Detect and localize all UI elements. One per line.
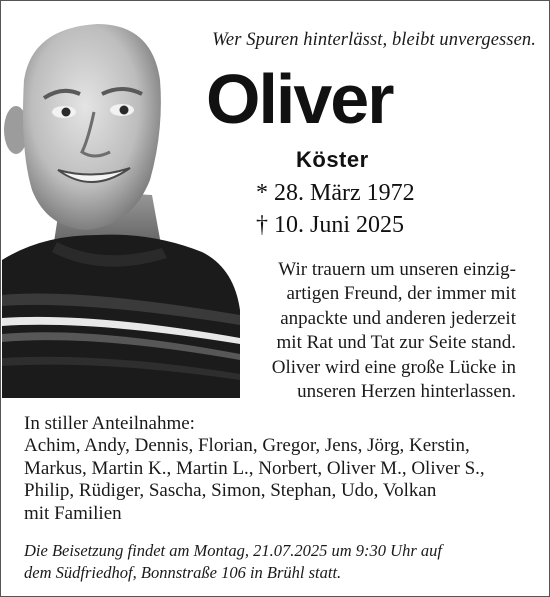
tribute-line: artigen Freund, der immer mit — [286, 283, 516, 305]
tribute-line: Oliver wird eine große Lücke in — [271, 356, 516, 378]
mourners-list — [24, 413, 524, 525]
tribute-line: mit Rat und Tat zur Seite stand. — [276, 332, 516, 354]
mourners-line: In stiller Anteilnahme: — [24, 413, 195, 434]
motto: Wer Spuren hinterlässt, bleibt unvergessen. — [212, 30, 536, 50]
tribute-line: unseren Herzen hinterlassen. — [297, 381, 516, 403]
first-name: Oliver — [206, 60, 393, 138]
last-name: Köster — [296, 147, 369, 172]
death-date: † 10. Juni 2025 — [256, 212, 405, 238]
mourners-line: mit Familien — [24, 502, 122, 524]
mourners-line: Markus, Martin K., Martin L., Norbert, Oliver M., Oliver S., — [24, 457, 485, 479]
notice-line: dem Südfriedhof, Bonnstraße 106 in Brühl statt. — [24, 562, 342, 582]
portrait-photo — [2, 20, 240, 398]
tribute-text — [226, 258, 516, 404]
birth-date: * 28. März 1972 — [256, 180, 415, 206]
mourners-line: Achim, Andy, Dennis, Florian, Gregor, Jens, Jörg, Kerstin, — [24, 435, 470, 457]
mourners-line: Philip, Rüdiger, Sascha, Simon, Stephan, Udo, Volkan — [24, 480, 437, 502]
tribute-line: Wir trauern um unseren einzig- — [278, 259, 516, 280]
funeral-notice — [24, 540, 442, 583]
notice-line: Die Beisetzung findet am Montag, 21.07.2025 um 9:30 Uhr auf — [24, 541, 442, 560]
tribute-line: anpackte und anderen jederzeit — [280, 307, 516, 329]
